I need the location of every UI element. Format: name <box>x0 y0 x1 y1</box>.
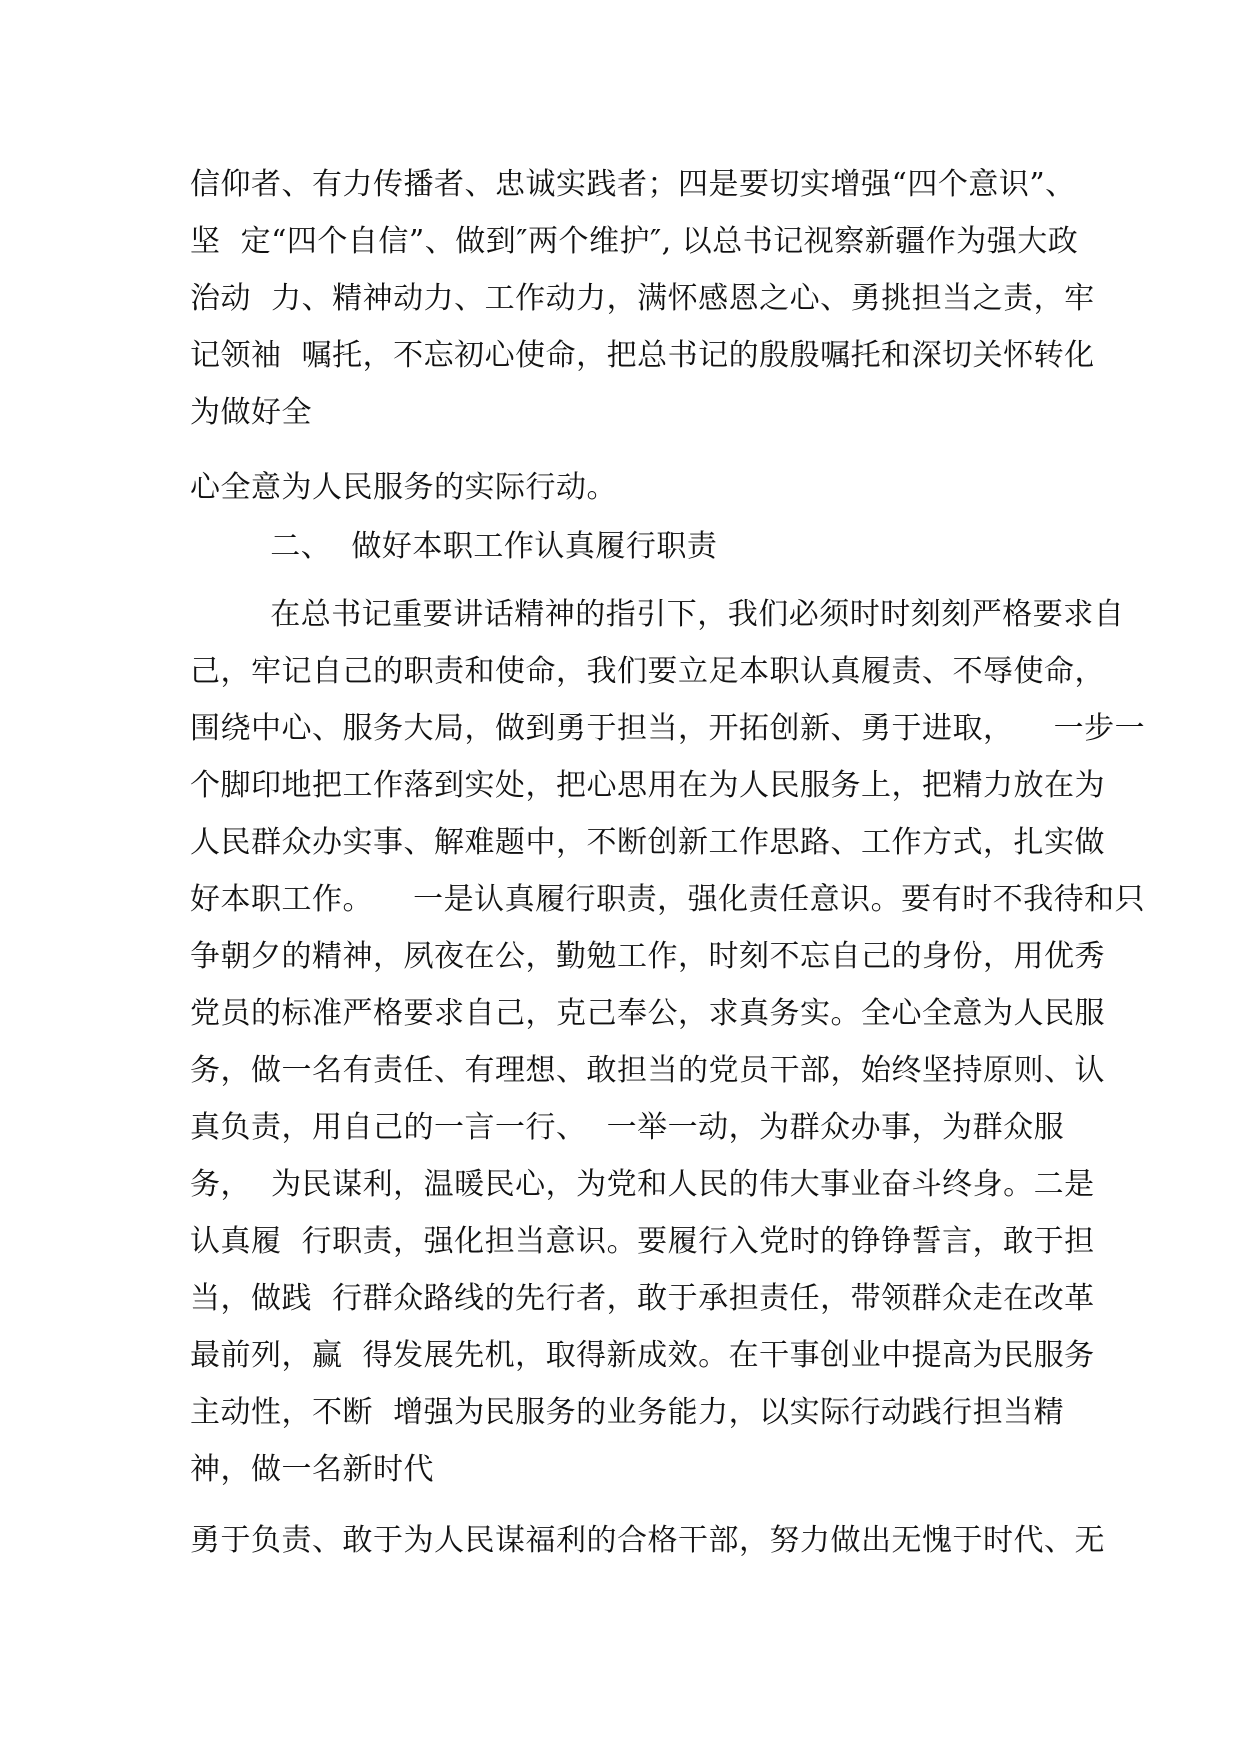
text-line: 人民群众办实事、解难题中，不断创新工作思路、工作方式，扎实做 <box>190 825 1105 860</box>
text-line: 当，做践 行群众路线的先行者，敢于承担责任，带领群众走在改革 <box>190 1281 1095 1316</box>
text-line: 争朝夕的精神，夙夜在公，勤勉工作，时刻不忘自己的身份，用优秀 <box>190 939 1105 974</box>
text-line: 信仰者、有力传播者、忠诚实践者；四是要切实增强“四个意识”、 <box>190 167 1076 202</box>
text-line: 党员的标准严格要求自己，克己奉公，求真务实。全心全意为人民服 <box>190 996 1105 1031</box>
text-line: 认真履 行职责，强化担当意识。要履行入党时的铮铮誓言，敢于担 <box>190 1224 1095 1259</box>
text-line: 主动性，不断 增强为民服务的业务能力，以实际行动践行担当精 <box>190 1395 1065 1430</box>
text-line: 坚 定“四个自信”、做到″两个维护″, 以总书记视察新疆作为强大政 <box>190 224 1079 259</box>
text-line: 神，做一名新时代 <box>190 1452 434 1487</box>
text-line: 真负责，用自己的一言一行、 一举一动，为群众办事，为群众服 <box>190 1110 1065 1145</box>
text-line: 在总书记重要讲话精神的指引下，我们必须时时刻刻严格要求自 <box>190 597 1125 632</box>
text-line: 务，做一名有责任、有理想、敢担当的党员干部，始终坚持原则、认 <box>190 1053 1105 1088</box>
text-line: 记领袖 嘱托，不忘初心使命，把总书记的殷殷嘱托和深切关怀转化 <box>190 338 1095 373</box>
text-line: 围绕中心、服务大局，做到勇于担当，开拓创新、勇于进取， 一步一 <box>190 711 1146 746</box>
text-line: 个脚印地把工作落到实处，把心思用在为人民服务上，把精力放在为 <box>190 768 1105 803</box>
text-line: 心全意为人民服务的实际行动。 <box>190 470 617 505</box>
section-heading: 二、 做好本职工作认真履行职责 <box>190 529 718 564</box>
text-line: 己，牢记自己的职责和使命，我们要立足本职认真履责、不辱使命， <box>190 654 1105 689</box>
text-line: 勇于负责、敢于为人民谋福利的合格干部，努力做出无愧于时代、无 <box>190 1523 1105 1558</box>
text-line: 为做好全 <box>190 395 312 430</box>
text-line: 好本职工作。 一是认真履行职责，强化责任意识。要有时不我待和只 <box>190 882 1146 917</box>
text-line: 最前列，赢 得发展先机，取得新成效。在干事创业中提高为民服务 <box>190 1338 1095 1373</box>
text-line: 务， 为民谋利，温暖民心，为党和人民的伟大事业奋斗终身。二是 <box>190 1167 1095 1202</box>
text-line: 治动 力、精神动力、工作动力，满怀感恩之心、勇挑担当之责，牢 <box>190 281 1095 316</box>
